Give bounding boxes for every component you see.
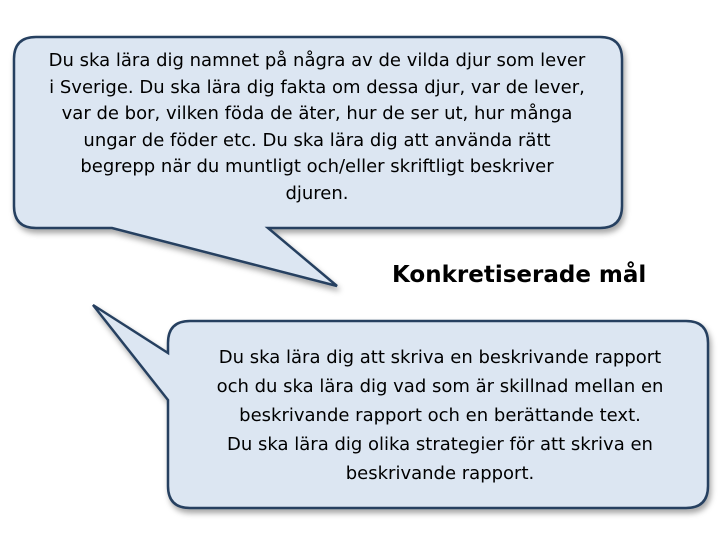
bottom-bubble-line: beskrivande rapport och en berättande text.: [239, 405, 641, 426]
top-bubble-line: ungar de föder etc. Du ska lära dig att använda rätt: [83, 129, 551, 151]
bottom-bubble-text: [180, 343, 700, 488]
page-heading: Konkretiserade mål: [392, 262, 647, 288]
top-bubble-line: var de bor, vilken föda de äter, hur de ser ut, hur många: [61, 103, 573, 124]
top-bubble-text: [22, 48, 612, 207]
bottom-bubble-line: Du ska lära dig att skriva en beskrivande rapport: [218, 347, 662, 368]
bottom-bubble-line: beskrivande rapport.: [345, 463, 535, 484]
top-bubble-line: begrepp när du muntligt och/eller skriftligt beskriver: [80, 156, 554, 177]
top-bubble-line: Du ska lära dig namnet på några av de vilda djur som lever: [48, 50, 586, 71]
top-bubble-line: i Sverige. Du ska lära dig fakta om dessa djur, var de lever,: [49, 76, 585, 98]
bottom-bubble-line: Du ska lära dig olika strategier för att skriva en: [227, 434, 653, 455]
bottom-bubble-line: och du ska lära dig vad som är skillnad mellan en: [216, 376, 664, 397]
top-bubble-line: djuren.: [285, 182, 349, 204]
